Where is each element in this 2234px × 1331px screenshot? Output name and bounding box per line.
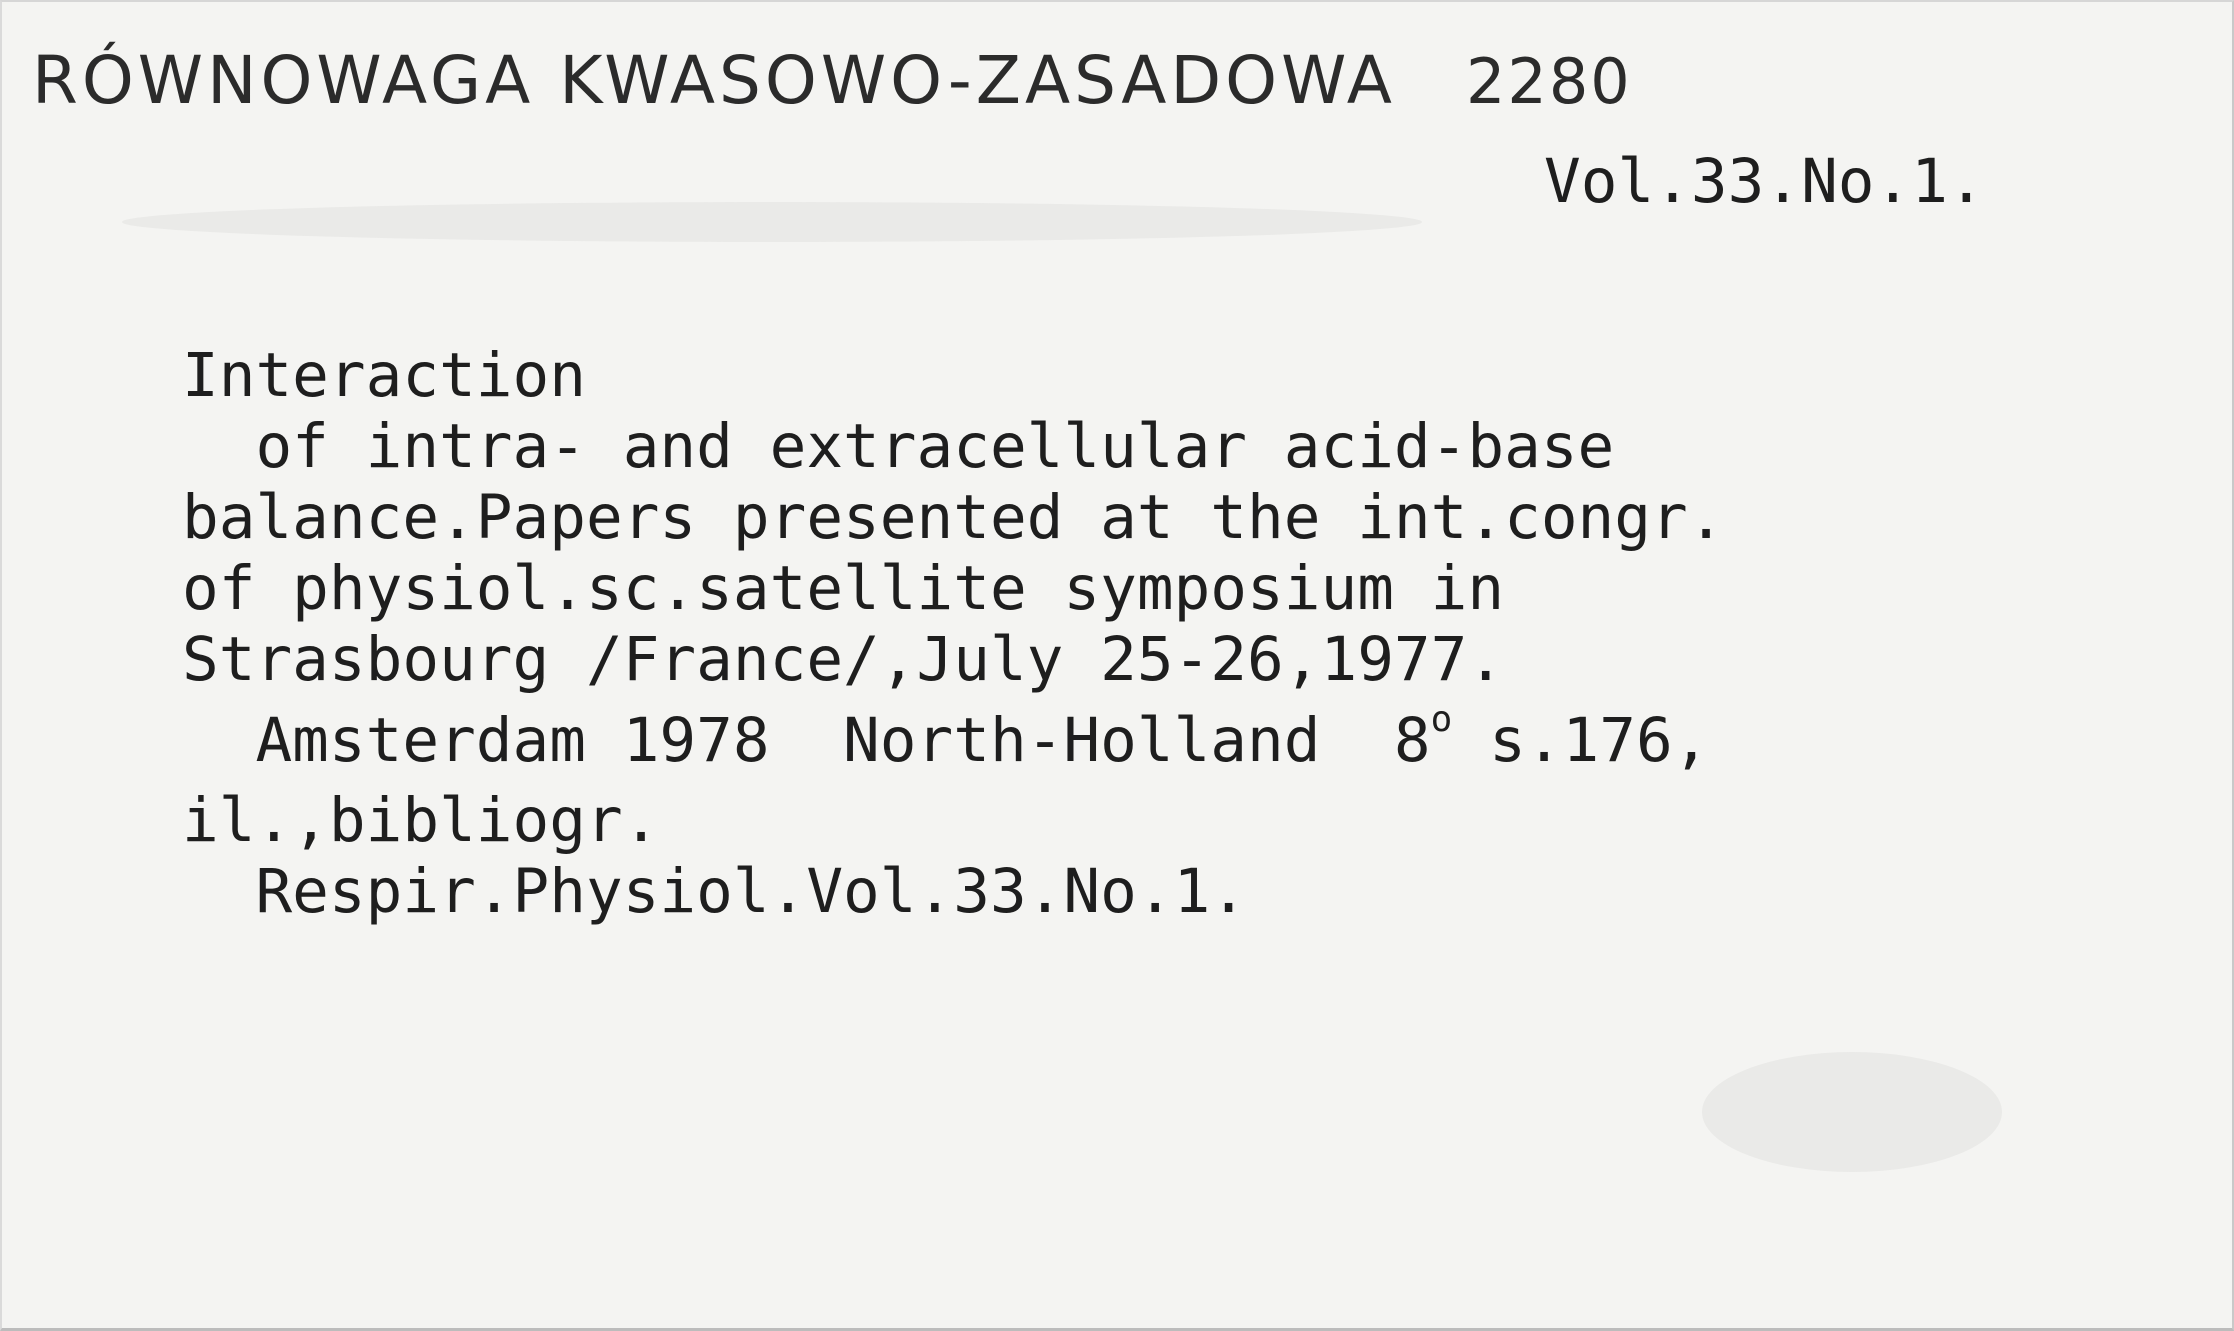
imprint-line <box>182 699 1724 785</box>
body-line: of intra- and extracellular acid-base <box>182 411 1615 482</box>
smudge-mark <box>122 202 1422 242</box>
volume-reference: Vol.33.No.1. <box>1544 146 1985 217</box>
imprint-text: Amsterdam 1978 North-Holland 8 <box>182 705 1431 776</box>
subject-heading: RÓWNOWAGA KWASOWO-ZASADOWA <box>32 42 1396 119</box>
imprint-pages: s.176, <box>1452 705 1710 776</box>
imprint-details: il.,bibliogr. <box>182 785 660 856</box>
card-body <box>182 340 1724 927</box>
body-line: balance.Papers presented at the int.congr. <box>182 482 1725 553</box>
format-degree: o <box>1430 699 1453 740</box>
card-heading <box>32 42 1632 119</box>
card-number: 2280 <box>1465 45 1632 118</box>
smudge-mark <box>1702 1052 2002 1172</box>
body-line: Strasbourg /France/,July 25-26,1977. <box>182 624 1505 695</box>
title-line: Interaction <box>182 340 586 411</box>
series-note: Respir.Physiol.Vol.33.No.1. <box>182 856 1248 927</box>
body-line: of physiol.sc.satellite symposium in <box>182 553 1505 624</box>
